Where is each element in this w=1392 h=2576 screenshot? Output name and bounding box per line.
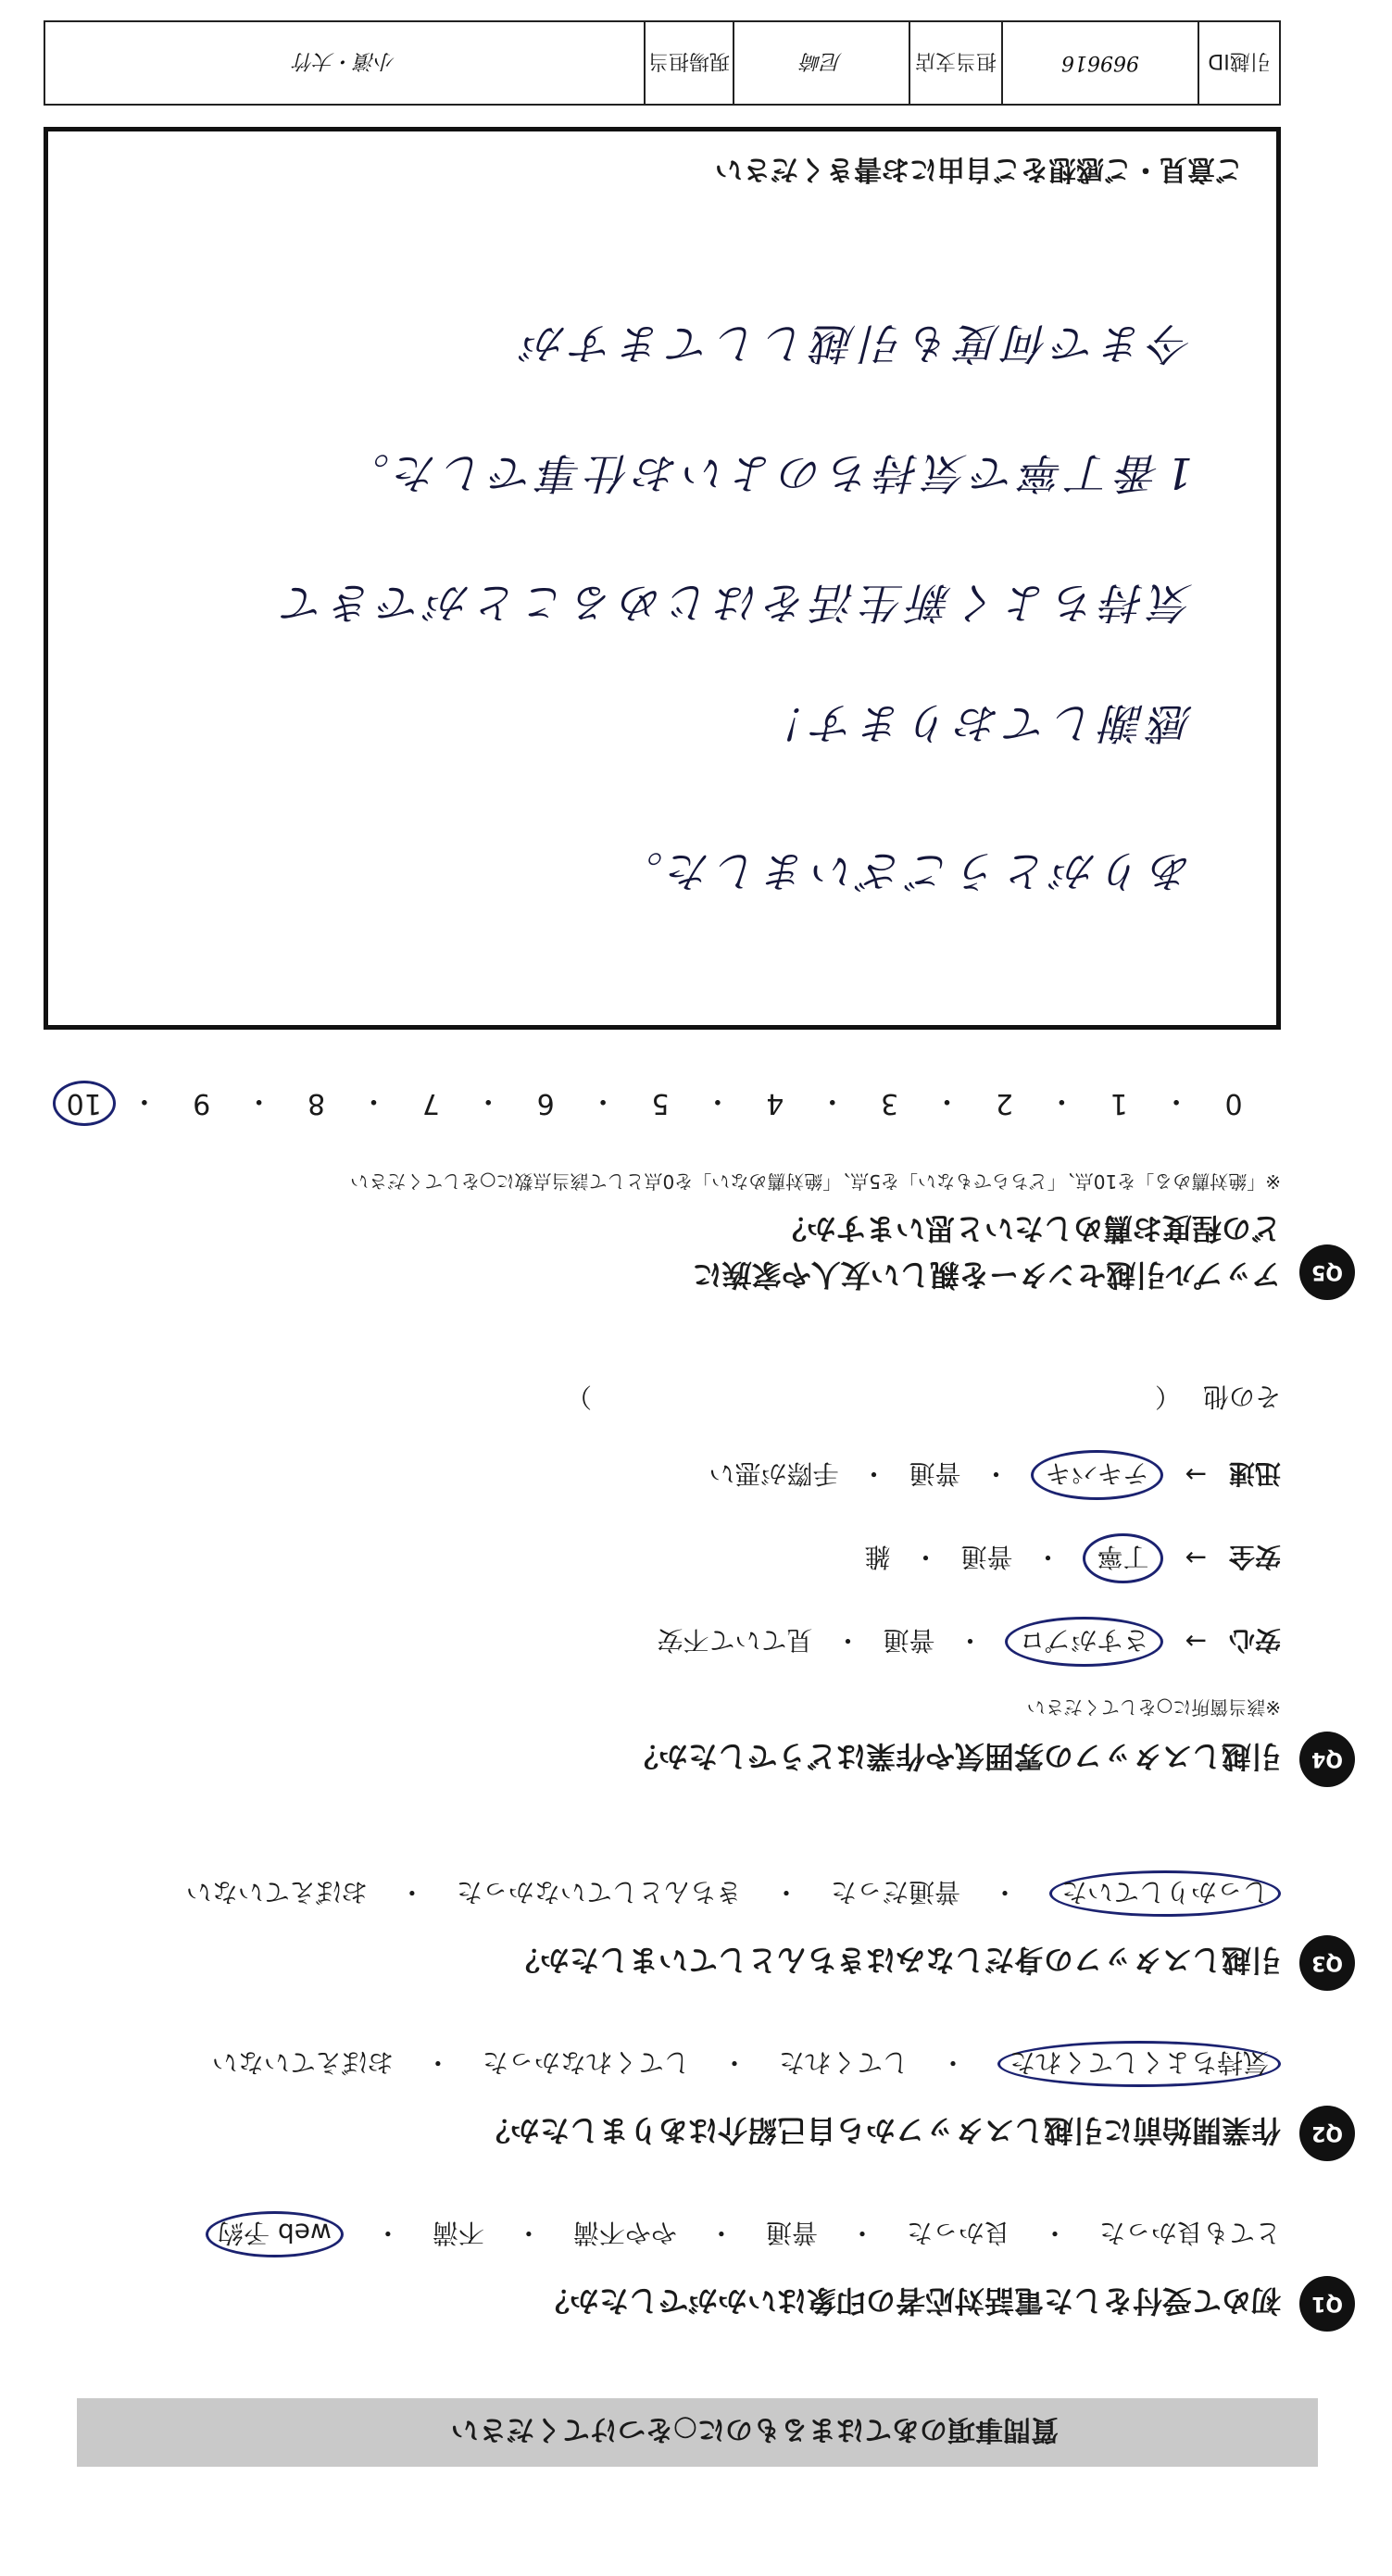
scale-4[interactable]: 4 xyxy=(766,1087,784,1120)
scale-1[interactable]: 1 xyxy=(1110,1087,1128,1120)
branch-value: 尼崎 xyxy=(733,22,909,104)
info-bar xyxy=(44,20,1281,106)
q5-note: ※「絶対薦める」を10点、「どちらでもない」を5点、「絶対薦めない」を0点として該当点数に○をしてください xyxy=(350,1170,1281,1193)
q3-icon: Q3 xyxy=(1299,1935,1355,1991)
q1-option-6[interactable]: web 予約 xyxy=(206,2211,344,2257)
q4-other xyxy=(566,1380,1281,1417)
q5-line-2: どの程度お薦めしたいと思いますか？ xyxy=(776,1211,1281,1246)
instruction-banner-text: 質問事項のあてはまるものに○をつけてください xyxy=(450,2413,1059,2445)
q4-safety-option-1[interactable]: 丁寧 xyxy=(1084,1533,1163,1583)
scale-7[interactable]: 7 xyxy=(421,1087,440,1120)
instruction-banner xyxy=(77,2398,1318,2467)
q2-text: 作業開始前に引越しスタッフから自己紹介はありましたか？ xyxy=(480,2113,1281,2148)
q5-icon: Q5 xyxy=(1299,1244,1355,1300)
q3-option-2[interactable]: 普通だった xyxy=(830,1877,960,1907)
scale-0[interactable]: 0 xyxy=(1224,1087,1243,1120)
scale-8[interactable]: 8 xyxy=(307,1087,326,1120)
scale-9[interactable]: 9 xyxy=(193,1087,211,1120)
q4-safety-label: 安全 xyxy=(1228,1542,1281,1572)
comment-line-2: 1番丁寧で気持ちのよいお仕事でした。 xyxy=(341,448,1193,498)
q2-option-1[interactable]: 気持ちよくしてくれた xyxy=(997,2041,1281,2087)
scale-2[interactable]: 2 xyxy=(995,1087,1013,1120)
q1-options: とても良かった ・ 良かった ・ 普通 ・ やや不満 ・ 不満 ・ web 予約 xyxy=(206,2211,1281,2257)
q4-row-speed: 迅速 → テキパキ ・ 普通 ・ 手際が悪い xyxy=(709,1450,1281,1500)
q4-other-close: ） xyxy=(565,1382,592,1412)
arrow-right-icon: → xyxy=(1185,1543,1207,1574)
q4-note: ※該当箇所に○をしてください xyxy=(1026,1696,1281,1719)
q5-line-1: アップル引越センターを親しい友人や家族に xyxy=(692,1257,1281,1293)
q3-option-1[interactable]: しっかりしていた xyxy=(1049,1870,1281,1917)
q4-reassurance-option-1[interactable]: さすがプロ xyxy=(1006,1617,1163,1667)
q4-other-open: （ xyxy=(1154,1382,1181,1412)
move-id-label: 引越ID xyxy=(1198,22,1279,104)
q3-option-3[interactable]: きちんとしていなかった xyxy=(456,1877,742,1907)
scale-5[interactable]: 5 xyxy=(651,1087,670,1120)
recommend-scale: 0 ・ 1 ・ 2 ・ 3 ・ 4 ・ 5 ・ 6 ・ 7 ・ 8 ・ 9 ・ 10 xyxy=(58,1076,1262,1132)
q4-speed-option-3[interactable]: 手際が悪い xyxy=(709,1458,839,1489)
q2-option-2[interactable]: してくれた xyxy=(778,2047,909,2078)
q4-speed-option-1[interactable]: テキパキ xyxy=(1032,1450,1163,1500)
comment-line-1: 今まで何度も引越ししてますが xyxy=(519,319,1193,369)
q4-speed-option-2[interactable]: 普通 xyxy=(909,1458,961,1489)
q2-option-3[interactable]: してくれなかった xyxy=(482,2047,690,2078)
q1-option-5[interactable]: 不満 xyxy=(432,2218,484,2248)
scale-6[interactable]: 6 xyxy=(536,1087,555,1120)
q4-text: 引越しスタッフの雰囲気や作業はどうでしたか？ xyxy=(628,1739,1281,1774)
q4-safety-option-3[interactable]: 雑 xyxy=(864,1542,891,1572)
q1-icon: Q1 xyxy=(1299,2276,1355,2332)
q1-option-4[interactable]: やや不満 xyxy=(572,2218,677,2248)
move-id-value: 969616 xyxy=(1001,22,1198,104)
comment-line-4: 感謝しております！ xyxy=(759,698,1193,748)
survey-staff-value: 小濱・大竹 xyxy=(294,49,396,73)
q4-speed-label: 迅速 xyxy=(1228,1458,1281,1489)
q1-text: 初めて受付をした電話対応者の印象はいかがでしたか？ xyxy=(539,2283,1281,2319)
comment-line-3: 気持ちよく新生活をはじめることができて xyxy=(278,578,1193,628)
q3-text: 引越しスタッフの身だしなみはきちんとしていましたか？ xyxy=(509,1943,1281,1978)
q2-options: 気持ちよくしてくれた ・ してくれた ・ してくれなかった ・ おぼえていない xyxy=(212,2041,1281,2087)
q4-safety-option-2[interactable]: 普通 xyxy=(960,1542,1013,1572)
survey-staff-label: 現場担当 xyxy=(644,22,733,104)
q3-options: しっかりしていた ・ 普通だった ・ きちんとしていなかった ・ おぼえていない xyxy=(186,1870,1281,1917)
comment-title: ご意見・ご感想をご自由にお書きください xyxy=(715,153,1243,185)
q1-option-1[interactable]: とても良かった xyxy=(1098,2218,1281,2248)
arrow-right-icon: → xyxy=(1185,1626,1207,1657)
scale-10-selected[interactable]: 10 xyxy=(53,1082,116,1127)
arrow-right-icon: → xyxy=(1185,1459,1207,1491)
q2-icon: Q2 xyxy=(1299,2106,1355,2161)
q4-reassurance-option-2[interactable]: 普通 xyxy=(883,1625,935,1656)
q4-row-reassurance: 安心 → さすがプロ ・ 普通 ・ 見ていて不安 xyxy=(657,1617,1281,1667)
q1-option-2[interactable]: 良かった xyxy=(906,2218,1010,2248)
q1-option-3[interactable]: 普通 xyxy=(765,2218,818,2248)
q4-other-label: その他 xyxy=(1202,1382,1281,1412)
q2-option-4[interactable]: おぼえていない xyxy=(211,2047,394,2078)
q3-option-4[interactable]: おぼえていない xyxy=(185,1877,368,1907)
q4-row-safety: 安全 → 丁寧 ・ 普通 ・ 雑 xyxy=(864,1533,1281,1583)
q4-reassurance-option-3[interactable]: 見ていて不安 xyxy=(657,1625,813,1656)
comment-box[interactable] xyxy=(44,127,1281,1030)
branch-label: 担当支店 xyxy=(909,22,1001,104)
scale-3[interactable]: 3 xyxy=(881,1087,899,1120)
q4-reassurance-label: 安心 xyxy=(1228,1625,1281,1656)
q4-icon: Q4 xyxy=(1299,1732,1355,1787)
comment-line-5: ありがとうございました。 xyxy=(615,846,1193,896)
